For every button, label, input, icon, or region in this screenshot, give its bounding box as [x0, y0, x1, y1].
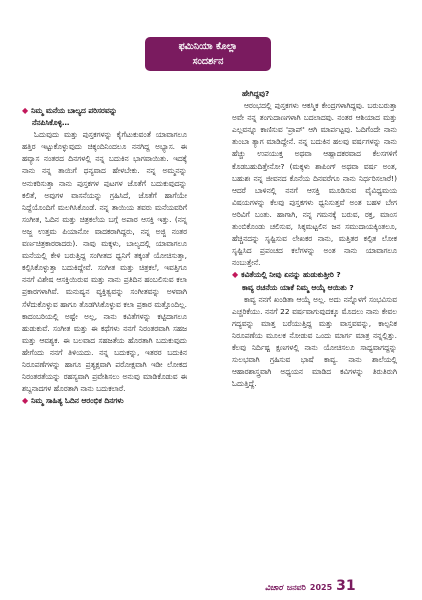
right-column — [232, 88, 397, 390]
question-2 — [22, 395, 187, 407]
question-2-text: ನಿಮ್ಮ ಸಾಹಿತ್ಯ ಓದಿನ ಆರಂಭಿಕ ದಿನಗಳು — [31, 396, 124, 406]
answer-3-paragraph: ಕಾವ್ಯ ನನಗೆ ಖಂಡಿತಾ ಆಯ್ಕೆ ಅಲ್ಲ. ಅದು ನನ್ನೊಳಗೆ ಸಂಭವಿಸುವ ಎಚ್ಚರಿಕೆಯು. ನನಗೆ 22 ವರ್ಷವಾಗುವುದಕ್ಕೂ ಮೊದಲು ನಾನು ಕೇವಲ ಗದ್ಯವನ್ನು ಮಾತ್ತ ಬರೆಯುತ್ತಿದ್ದ ಮತ್ತು ವಾಸ್ತವವನ್ನು, ಕಾಲ್ಪನಿಕ ನಿರೂಪಣೆಯ ಮೂಲಕ ನೋಡುವ ಒಂದು ಮಾರ್ಗ ಮಾತ್ರ ನನ್ನಲ್ಲಿತ್ತು. ಕೆಲವು ನಿರ್ದಿಷ್ಟ ಕ್ಷಣಗಳಲ್ಲಿ ನಾನು ಯೋಚಿಸಲೂ ಸಾಧ್ಯವಾಗದ್ದನ್ನು ಸುಲಭವಾಗಿ ಗ್ರಹಿಸುವ ಭಾಷೆ ಕಾವ್ಯ. ನಾನು ಶಾಲೆಯಲ್ಲಿ ಆಹಾರಶಾಸ್ತ್ರವಾಗಿ ಅಧ್ಯಯನ ಮಾಡಿದ ಕವಿಗಳನ್ನು ತಿರುತಿರುಗಿ ಓದುತ್ತಿದ್ದೆ. — [232, 294, 397, 389]
diamond-bullet-icon: ◆ — [232, 270, 239, 280]
section-title-line1: ಫಮಿನಿಯಾ ಕೊಲ್ಲಾ — [178, 41, 238, 52]
question-1-line1: ನಿಮ್ಮ ಮನೆಯ ಬಾಲ್ಯದ ಪರಿಸರವನ್ನು — [31, 106, 118, 115]
left-column — [22, 105, 187, 407]
question-3-line1: ಕವಿತೆಯಲ್ಲಿ ನೀವು ಏನನ್ನು ಹುಡುಕುತ್ತೀರಿ ? — [241, 270, 341, 280]
issue-month: ಜನವರಿ — [286, 583, 306, 592]
diamond-bullet-icon: ◆ — [22, 106, 29, 115]
magazine-name: ವಿಚಾರ — [265, 583, 283, 592]
page-footer — [265, 578, 356, 594]
issue-year: 2025 — [309, 583, 333, 592]
answer-2-paragraph: ಆರಂಭದಲ್ಲಿ ಪುಸ್ತಕಗಳು ಆಕಸ್ಮಿಕ ಕೇಂದ್ರಗಳಾಗಿದ್ದವು. ಬರುಬರುತ್ತಾ ಅವೇ ನನ್ನ ತಂಗುದಾಣಗಳಾಗಿ ಬದಲಾದವು. ನಂತರ ಆಶಿಯಾದ ಮತ್ತು ಎಲ್ಲವನ್ನೂ ಕಾಣಿಸುವ 'ಪ್ರಾಪ್' ಆಗಿ ಮಾರ್ಪಟ್ಟವು. ಓದಿಗೆಂದೇ ನಾನು ತುಂಬಾ ತ್ಯಾಗ ಮಾಡಿದ್ದೇನೆ. ನನ್ನ ಬದುಕಿನ ಹಲವು ವರ್ಷಗಳನ್ನು ನಾನು ಹೆಚ್ಚು ಉಪಯುಕ್ತ ಅಥವಾ ಆಹ್ಲಾದಕರವಾದ ಕೆಲಸಗಳಿಗೆ ಕೊಡಬಹುದಿತ್ತೇನೋ? (ಮಕ್ಕಳು ಶಾಪಿಂಗ್ ಅಥವಾ ವರ್ಷ ಅಂತ, ಬಹುಶಃ ನನ್ನ ಜೀವನದ ಕೊನೆಯ ದಿನವರೆಗೂ ನಾನು ನಿರ್ಧರಿಸಲಾರೆ!) ಆದರೆ ಬಾಳಿನಲ್ಲಿ ನನಗೆ ಆಸಕ್ತಿ ಮೂಡಿಸುವ ವೈವಿಧ್ಯಮಯ ವಿಷಯಗಳನ್ನು ಕೆಲವು ಪುಸ್ತಕಗಳು ಧ್ವನಿಸುತ್ತವೆ ಅಂತ ಬಹಳ ಬೇಗ ಅರಿವಿಗೆ ಬಂತು. ಹಾಗಾಗಿ, ನನ್ನ ಗಮನಕ್ಕೆ ಬರುವ, ರಕ್ತ, ಮಾಂಸ ತುಂಬಿಕೊಂಡು ಚಲಿಸುವ, ಸಿಕ್ಕಮಟ್ಟಲಿನ ಜನ ಸಮುದಾಯಕ್ಕಿಂತಲೂ, ಹೆಚ್ಚಿನದನ್ನು ಸೃಷ್ಟಿಸುವ ಲೇಖಕರ ನಾನು, ಮತ್ತಿತರ ಕಲ್ಪಿತ ಲೋಕ ಸೃಷ್ಟಿಸಿದ ಪ್ರಪಂಚದ ಕಲೆಗಳನ್ನು ಅಂತ ನಾನು ಯಾವಾಗಲೂ ನಂಬುತ್ತೇನೆ. — [232, 101, 397, 268]
diamond-bullet-icon: ◆ — [22, 396, 29, 406]
question-3 — [232, 269, 397, 293]
question-2-continued: ಹೇಗಿದ್ದವು? — [242, 89, 270, 98]
question-3-line2: ಕಾವ್ಯ ರಚನೆಯ ಯಾಕೆ ನಿಮ್ಮ ಆಯ್ಕೆ ಆಯಿತು ? — [242, 282, 354, 292]
question-1-line2: ನೆನಪಿಸಿಕೊಳ್ಳಿ… — [32, 118, 70, 128]
section-title-banner — [145, 37, 271, 71]
section-title-line2: ಸಂದರ್ಶನ — [192, 56, 224, 67]
answer-1-paragraph: ಓದುವುದು ಮತ್ತು ಪುಸ್ತಕಗಳನ್ನು ಕೈಗೆಟುಕುವಂತೆ ಯಾವಾಗಲೂ ಹತ್ತಿರ ಇಟ್ಟುಕೊಳ್ಳುವುದು ಚಿಕ್ಕಂದಿನಿಂದಲೂ ನನಗಿದ್ದ ಅಭ್ಯಾಸ. ಈ ಹವ್ಯಾಸ ನಂತರದ ದಿನಗಳಲ್ಲಿ ನನ್ನ ಬದುಕಿನ ಭಾಗವಾಯಿತು. ಇದಕ್ಕೆ ನಾನು ನನ್ನ ತಾಯಿಗೆ ಧನ್ಯವಾದ ಹೇಳಬೇಕು. ನನ್ನ ಅಮ್ಮನನ್ನು ಅನುಕರಿಸುತ್ತಾ ನಾನು ಪುಸ್ತಕಗಳ ಪುಟಗಳ ಜೊತೆಗೆ ಬದುಕುವುದನ್ನು ಕಲಿತೆ, ಅವುಗಳ ವಾಸನೆಯನ್ನು ಗ್ರಹಿಸಿದೆ, ಜೊತೆಗೆ ಹಾಗೆಯೇ ನಿದ್ದೆಯೊಂದಿಗೆ ಮಲಗಿಸಿಕೊಂಡೆ. ನನ್ನ ತಾಯಿಯ ತವರು ಮನೆಯವರಿಗೆ ಸಂಗೀತ, ಓದಿನ ಮತ್ತು ಚಿತ್ರಕಲೆಯ ಬಗ್ಗೆ ಅಪಾರ ಆಸಕ್ತಿ ಇತ್ತು. (ನನ್ನ ಅಜ್ಜ ಉತ್ತಮ ಪಿಯಾನೋ ವಾದಕರಾಗಿದ್ದರು, ನನ್ನ ಅಜ್ಜಿ ನಂತರ ವರ್ಣಚಿತ್ರಕಾರರಾದರು). ನಾವು ಮಕ್ಕಳು, ಬಾಲ್ಯದಲ್ಲಿ ಯಾವಾಗಲೂ ಮನೆಯಲ್ಲಿ ಕೇಳಿ ಬರುತ್ತಿದ್ದ ಸಂಗೀತದ ಧ್ವನಿಗೆ ತಕ್ಕಂತೆ ಯೋಚಿಸುತ್ತಾ, ಕಲ್ಪಿಸಿಕೊಳ್ಳುತ್ತಾ ಬದುಕಿದ್ದೇವೆ. ಸಂಗೀತ ಮತ್ತು ಚಿತ್ರಕಲೆ, ಇವತ್ತಿಗೂ ನನಗೆ ವಿಶೇಷ ಆಸಕ್ತಿಯಿರುವ ಮತ್ತು ನಾನು ಪ್ರತಿದಿನ ಹಂಬಲಿಸುವ ಕಲಾ ಪ್ರಕಾರಗಳಾಗಿವೆ. ಮನುಷ್ಯನ ವ್ಯಕ್ತಿತ್ವವನ್ನು ಸಂಗೀತವನ್ನು ಅಳವಾಗಿ ಸೆಳೆದುಕೊಳ್ಳುವ ಹಾಗೂ ತೊಡಗಿಸಿಕೊಳ್ಳುವ ಕಲಾ ಪ್ರಕಾರ ಮತ್ತೊಂದಿಲ್ಲ. ಕಾದಂಬರಿಯಲ್ಲಿ ಅಷ್ಟೇ ಅಲ್ಲ, ನಾನು ಕವಿತೆಗಳನ್ನು ಕಟ್ಟಿದಾಗಲೂ ಹುಡುಕುವೆ. ಸಂಗೀತ ಮತ್ತು ಈ ಕಥೆಗಳು ನನಗೆ ನಿರಂತರವಾಗಿ ಸಹಜ ಮತ್ತು ಆವಶ್ಯಕ. ಈ ಬಲವಾದ ಸಹಜತೆಯ ಹೊರತಾಗಿ ಬದುಕುವುದು ಹೇಗೆಂದು ನನಗೆ ತಿಳಿಯದು. ನನ್ನ ಬದುಕನ್ನು, ಇತರರ ಬದುಕಿನ ನಿರೂಪಣೆಗಳನ್ನು ಹಾಗೂ ಪ್ರತ್ಯಕ್ಷವಾಗಿ ಪರೋಕ್ಷವಾಗಿ ಇಡೀ ಲೋಕದ ನಿರಂತರತೆಯನ್ನು ರಹಸ್ಯವಾಗಿ ಪ್ರವೇಶಿಸಲು ಅನುವು ಮಾಡಿಕೊಡುವ ಈ ಶಬ್ದನಾದಗಳ ಹೊರತಾಗಿ ನಾನು ಬದುಕಲಾರೆ. — [22, 130, 187, 394]
page-number: 31 — [336, 578, 356, 594]
question-1 — [22, 105, 187, 129]
